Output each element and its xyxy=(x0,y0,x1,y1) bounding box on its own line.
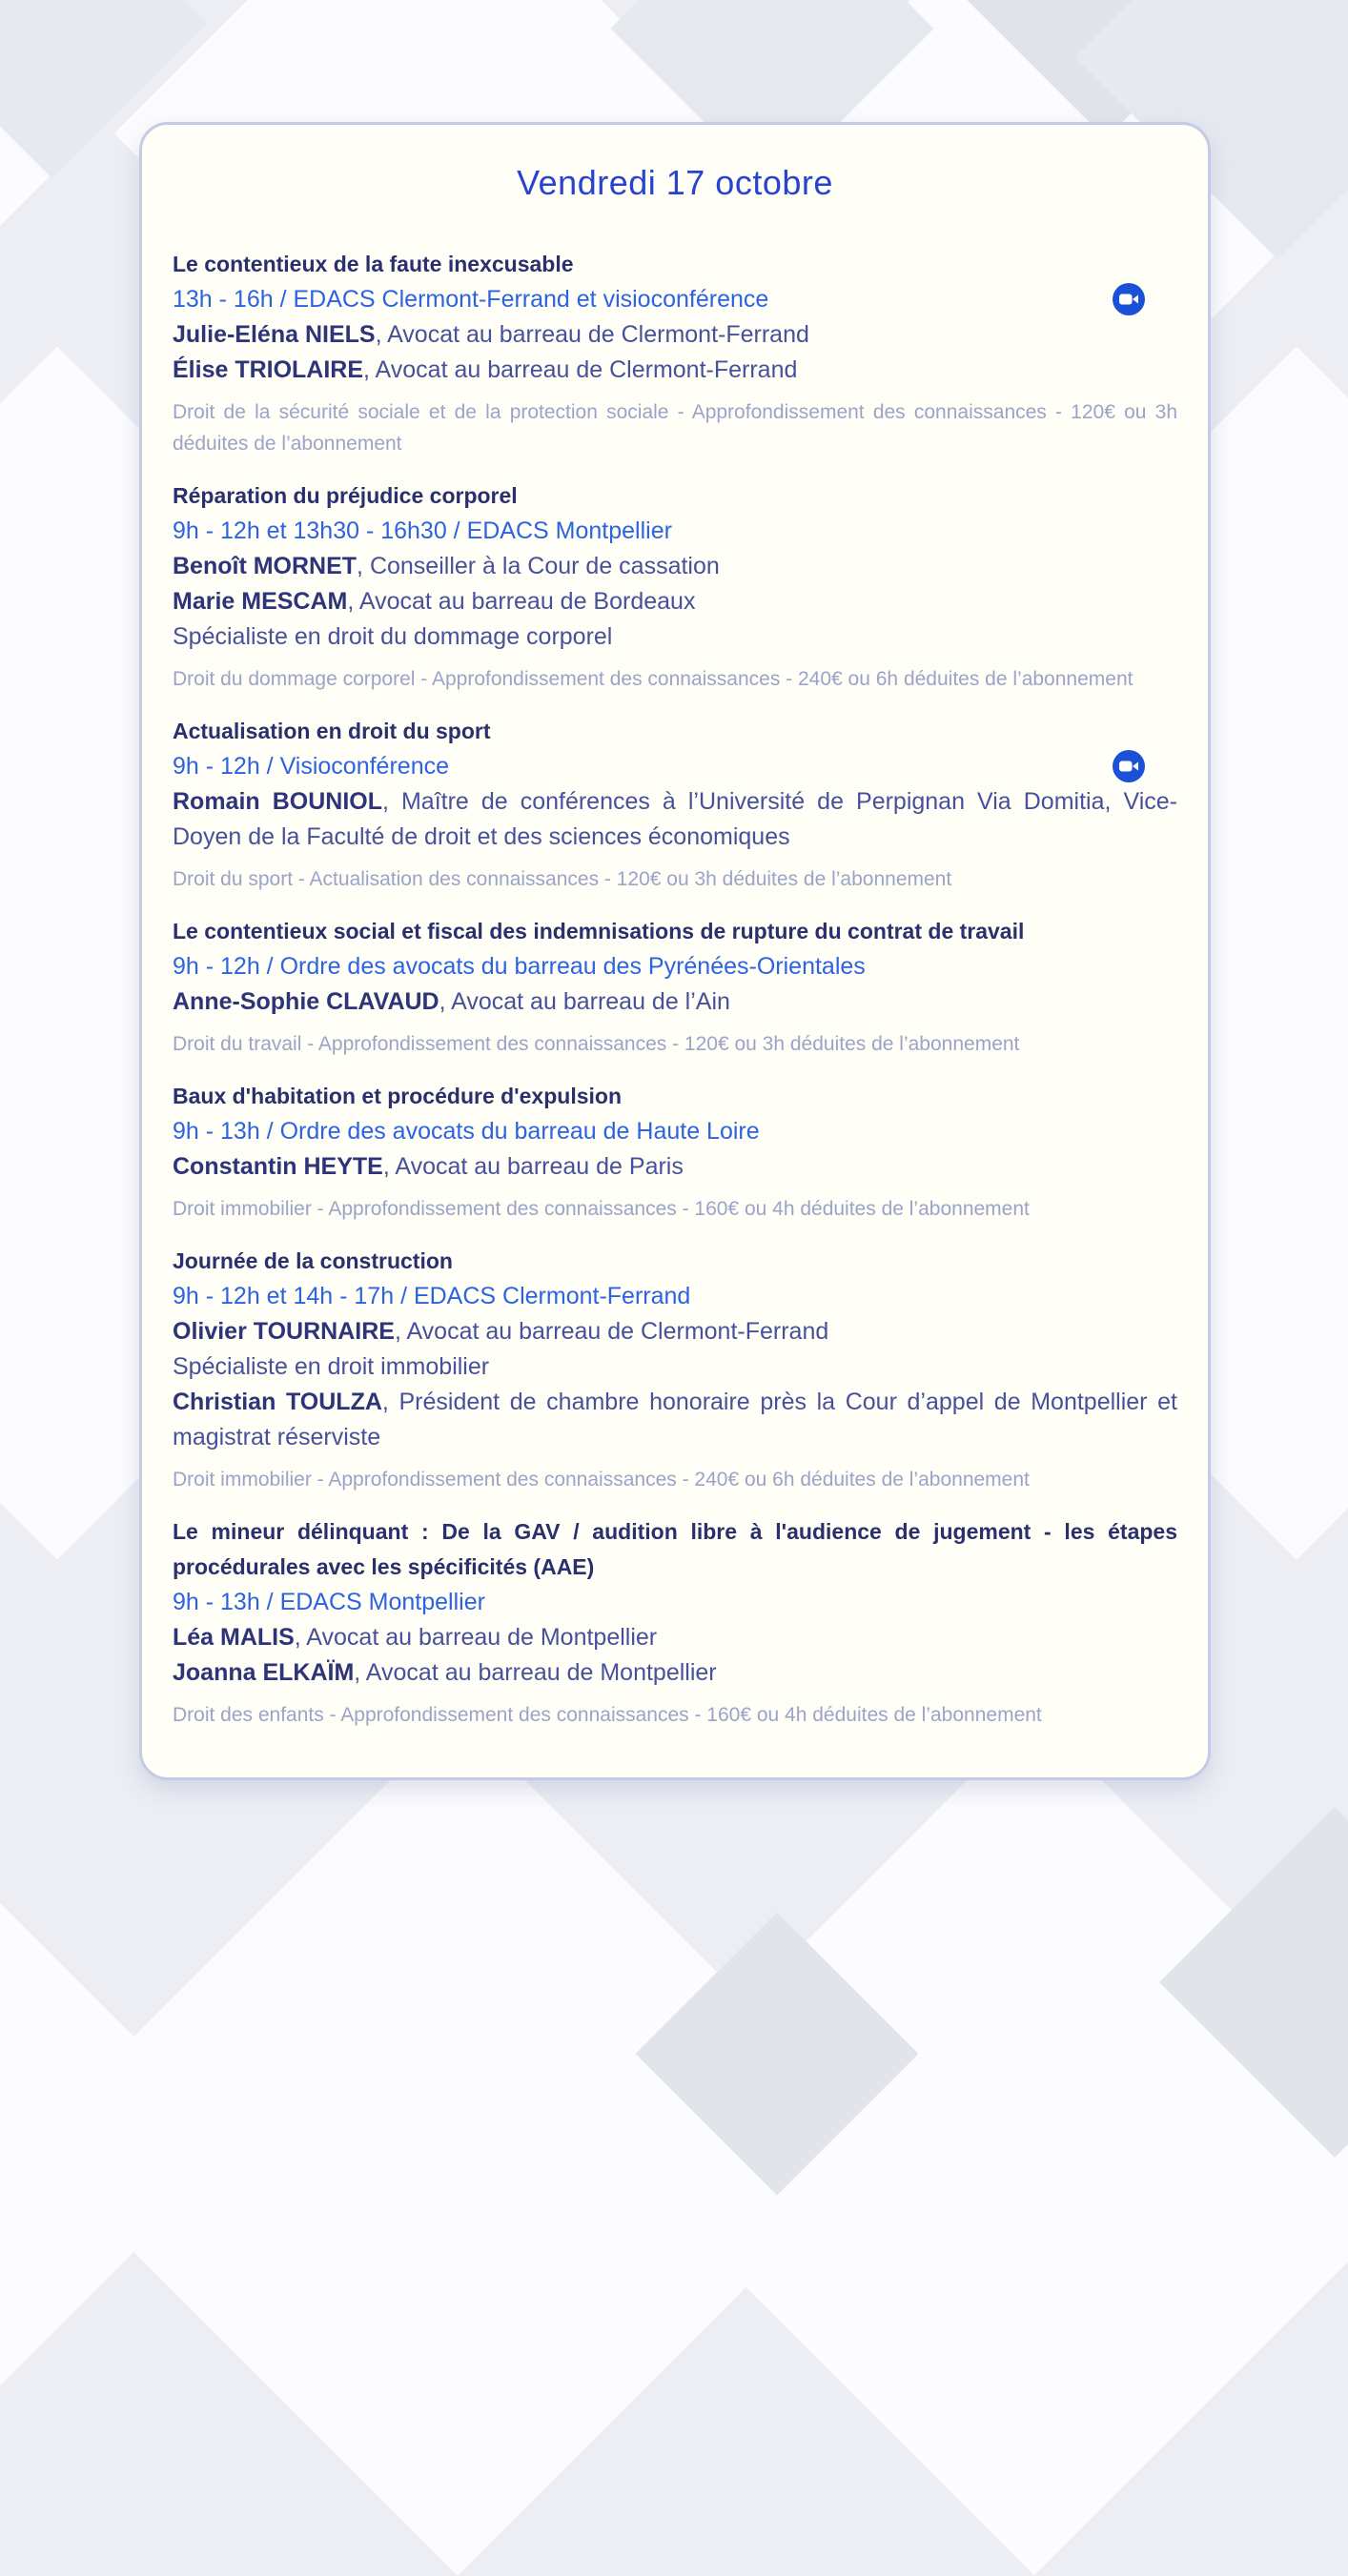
schedule-card-content xyxy=(142,125,1208,1731)
speaker-role: , Avocat au barreau de Montpellier xyxy=(354,1659,717,1686)
speaker-line xyxy=(173,1385,1177,1455)
event-schedule: 9h - 13h / EDACS Montpellier xyxy=(173,1589,485,1615)
speaker-name: Constantin HEYTE xyxy=(173,1153,383,1180)
speaker-name: Anne-Sophie CLAVAUD xyxy=(173,988,439,1015)
speaker-role: , Avocat au barreau de Clermont-Ferrand xyxy=(363,356,798,383)
speaker-name: Marie MESCAM xyxy=(173,588,348,615)
event-title: Actualisation en droit du sport xyxy=(173,719,491,743)
event-category: Droit du travail - Approfondissement des connaissances - 120€ ou 3h déduites de l’abonnement xyxy=(173,1033,1020,1055)
event-title: Le contentieux de la faute inexcusable xyxy=(173,252,574,276)
event-schedule: 9h - 12h / Ordre des avocats du barreau des Pyrénées-Orientales xyxy=(173,953,866,980)
event-schedule: 13h - 16h / EDACS Clermont-Ferrand et visioconférence xyxy=(173,286,769,313)
speaker-line xyxy=(173,1655,1177,1691)
speaker-line xyxy=(173,549,1177,584)
event-schedule: 9h - 13h / Ordre des avocats du barreau de Haute Loire xyxy=(173,1118,760,1145)
speaker-name: Joanna ELKAÏM xyxy=(173,1659,355,1686)
video-camera-icon xyxy=(1113,283,1145,315)
speaker-role: Spécialiste en droit du dommage corporel xyxy=(173,623,613,650)
event-block xyxy=(173,247,1177,459)
event-block xyxy=(173,1244,1177,1495)
bg-diamond xyxy=(603,1713,1348,2575)
speaker-role: Spécialiste en droit immobilier xyxy=(173,1353,490,1380)
speaker-name: Élise TRIOLAIRE xyxy=(173,356,364,383)
page-title: Vendredi 17 octobre xyxy=(517,163,833,202)
speaker-line xyxy=(173,353,1177,388)
schedule-card xyxy=(139,122,1211,1780)
speaker-role: , Avocat au barreau de l’Ain xyxy=(439,988,730,1015)
event-block xyxy=(173,478,1177,695)
video-camera-icon xyxy=(1113,750,1145,782)
event-schedule: 9h - 12h et 14h - 17h / EDACS Clermont-Ferrand xyxy=(173,1283,691,1309)
bg-diamond xyxy=(0,1807,242,2481)
speaker-line xyxy=(173,1149,1177,1185)
event-title: Baux d'habitation et procédure d'expulsion xyxy=(173,1084,622,1108)
event-title: Réparation du préjudice corporel xyxy=(173,483,518,508)
speaker-line xyxy=(173,1349,1177,1385)
speaker-name: Benoît MORNET xyxy=(173,553,357,579)
speaker-line xyxy=(173,317,1177,353)
speaker-line xyxy=(173,619,1177,655)
event-category: Droit du sport - Actualisation des connaissances - 120€ ou 3h déduites de l’abonnement xyxy=(173,868,952,890)
event-category: Droit des enfants - Approfondissement des connaissances - 160€ ou 4h déduites de l’abonnement xyxy=(173,1704,1042,1726)
speaker-role: , Président de chambre honoraire près la Cour d’appel de Montpellier et magistrat réserviste xyxy=(173,1389,1177,1450)
event-schedule: 9h - 12h / Visioconférence xyxy=(173,753,450,780)
speaker-name: Romain BOUNIOL xyxy=(173,788,382,815)
event-schedule: 9h - 12h et 13h30 - 16h30 / EDACS Montpellier xyxy=(173,517,672,544)
speaker-role: , Avocat au barreau de Paris xyxy=(382,1153,684,1180)
speaker-role: , Conseiller à la Cour de cassation xyxy=(357,553,720,579)
event-block xyxy=(173,914,1177,1060)
speaker-line xyxy=(173,984,1177,1020)
event-category: Droit immobilier - Approfondissement des connaissances - 160€ ou 4h déduites de l’abonnement xyxy=(173,1198,1030,1220)
speaker-line xyxy=(173,1314,1177,1349)
event-title: Journée de la construction xyxy=(173,1248,453,1273)
speaker-name: Julie-Eléna NIELS xyxy=(173,321,376,348)
speaker-role: , Avocat au barreau de Montpellier xyxy=(294,1624,658,1651)
event-category: Droit du dommage corporel - Approfondissement des connaissances - 240€ ou 6h déduites de l’abonnement xyxy=(173,668,1134,690)
event-block xyxy=(173,1079,1177,1225)
speaker-role: , Avocat au barreau de Clermont-Ferrand xyxy=(375,321,809,348)
event-block xyxy=(173,714,1177,895)
speaker-role: , Avocat au barreau de Clermont-Ferrand xyxy=(394,1318,829,1345)
speaker-line xyxy=(173,584,1177,619)
speaker-line xyxy=(173,1620,1177,1655)
speaker-name: Léa MALIS xyxy=(173,1624,295,1651)
speaker-role: , Maître de conférences à l’Université de Perpignan Via Domitia, Vice-Doyen de la Faculté de droit et des sciences économiques xyxy=(173,788,1177,850)
speaker-role: , Avocat au barreau de Bordeaux xyxy=(347,588,696,615)
event-title: Le contentieux social et fiscal des indemnisations de rupture du contrat de travail xyxy=(173,919,1025,943)
speaker-line xyxy=(173,784,1177,855)
speaker-name: Christian TOULZA xyxy=(173,1389,382,1415)
event-category: Droit de la sécurité sociale et de la protection sociale - Approfondissement des connaissances - 120€ ou 3h déduites de l’abonnement xyxy=(173,401,1177,455)
event-title: Le mineur délinquant : De la GAV / audition libre à l'audience de jugement - les étapes procédurales avec les spécificités (AAE) xyxy=(173,1519,1177,1579)
event-category: Droit immobilier - Approfondissement des connaissances - 240€ ou 6h déduites de l’abonnement xyxy=(173,1469,1030,1491)
event-block xyxy=(173,1514,1177,1731)
speaker-name: Olivier TOURNAIRE xyxy=(173,1318,395,1345)
